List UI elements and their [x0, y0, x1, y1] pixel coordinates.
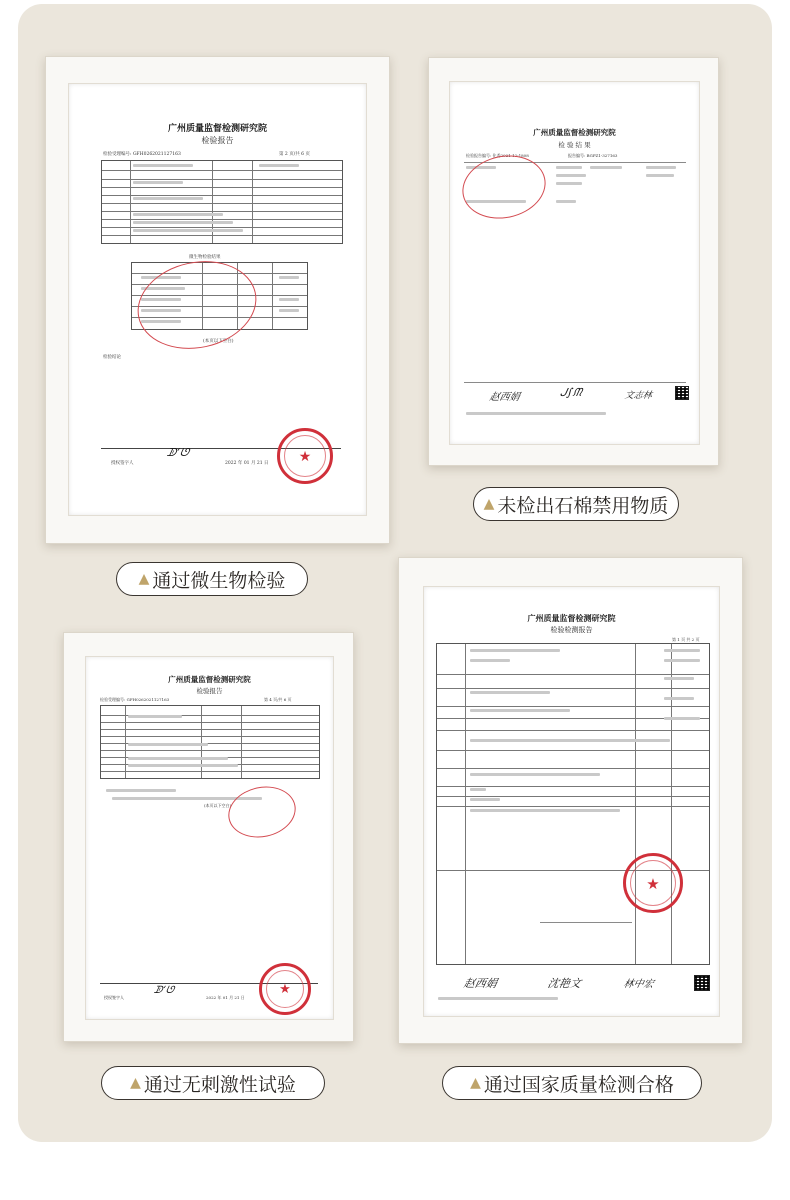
highlight-circle — [456, 148, 551, 226]
report-org-title: 广州质量监督检测研究院 — [167, 124, 267, 134]
certificate-frame-irritation — [63, 632, 354, 1042]
blank-note: (本页以下空白) — [204, 803, 232, 808]
report-page: 第 1 页 共 2 页 — [672, 637, 700, 642]
report-title: 检验检测报告 — [550, 626, 593, 634]
signature: ᗫ‘ᘎ — [165, 446, 191, 459]
caption-microbe — [116, 562, 308, 596]
report-number: 检验报告编号: 化委2021-12-1808 — [466, 153, 529, 158]
caption-irritation-label: 通过无刺激性试验 — [143, 1073, 296, 1096]
qr-code — [694, 975, 710, 991]
highlight-circle — [224, 780, 301, 843]
issue-date: 2022 年 01 月 21 日 — [206, 995, 245, 1000]
report-number: 检验受理编号: GFH0262021127163 — [100, 697, 170, 702]
official-seal — [277, 428, 333, 484]
seal-star-icon: ★ — [646, 874, 660, 893]
report-number: 检验受理编号: GFH0262021127163 — [103, 152, 181, 157]
certificate-frame-national — [398, 557, 743, 1044]
seal-star-icon: ★ — [298, 449, 312, 465]
signature-3: 文志林 — [623, 391, 653, 401]
certificate-frame-microbe — [45, 56, 390, 544]
report-paper-national — [423, 586, 720, 1017]
signature: ᗫ‘ᘎ — [152, 985, 175, 996]
caption-microbe-label: 通过微生物检验 — [152, 569, 286, 592]
triangle-up-icon: ▲ — [470, 1075, 481, 1091]
report-paper-microbe — [68, 83, 367, 516]
report-page: 第 4 页/共 6 页 — [264, 697, 292, 702]
signature-2: 沈艳文 — [546, 977, 583, 990]
conclusion-label: 检验结论 — [103, 355, 121, 360]
official-seal — [623, 853, 683, 913]
report-org-title: 广州质量监督检测研究院 — [168, 675, 251, 684]
triangle-up-icon: ▲ — [138, 571, 150, 587]
microbe-section-title: 微生物检验结果 — [189, 255, 221, 260]
certificate-frame-asbestos — [428, 57, 719, 466]
signature-3: 林中宏 — [622, 979, 655, 990]
caption-asbestos-label: 未检出石棉禁用物质 — [497, 494, 669, 517]
signature-2: ᒍ∫ᙏ — [558, 386, 584, 399]
report-title: 检验报告 — [201, 136, 234, 145]
caption-national-label: 通过国家质量检测合格 — [483, 1073, 674, 1096]
report-paper-irritation — [85, 656, 334, 1020]
issue-date: 2022 年 01 月 21 日 — [225, 461, 269, 466]
blank-note: (本页以下空白) — [203, 339, 234, 344]
report-title: 检 验 结 果 — [558, 141, 591, 149]
signature-1: 赵西娟 — [488, 392, 521, 403]
report-org-title: 广州质量监督检测研究院 — [527, 613, 616, 623]
report-org-title: 广州质量监督检测研究院 — [533, 128, 616, 137]
report-number-2: 报告编号: BGPZ1-327163 — [568, 153, 618, 158]
report-paper-asbestos — [449, 81, 700, 445]
seal-star-icon: ★ — [279, 982, 291, 998]
report-title: 检验报告 — [196, 687, 223, 695]
triangle-up-icon: ▲ — [130, 1075, 141, 1091]
approver-label: 授权签字人 — [111, 461, 134, 466]
caption-asbestos — [473, 487, 679, 521]
signature-1: 赵西娟 — [462, 977, 499, 990]
official-seal — [259, 963, 311, 1015]
approver-label: 授权签字人 — [104, 995, 124, 1000]
triangle-up-icon: ▲ — [483, 496, 495, 512]
caption-irritation — [101, 1066, 325, 1100]
caption-national — [442, 1066, 702, 1100]
report-page: 第 2 页/共 6 页 — [279, 152, 310, 157]
qr-code — [675, 386, 689, 400]
